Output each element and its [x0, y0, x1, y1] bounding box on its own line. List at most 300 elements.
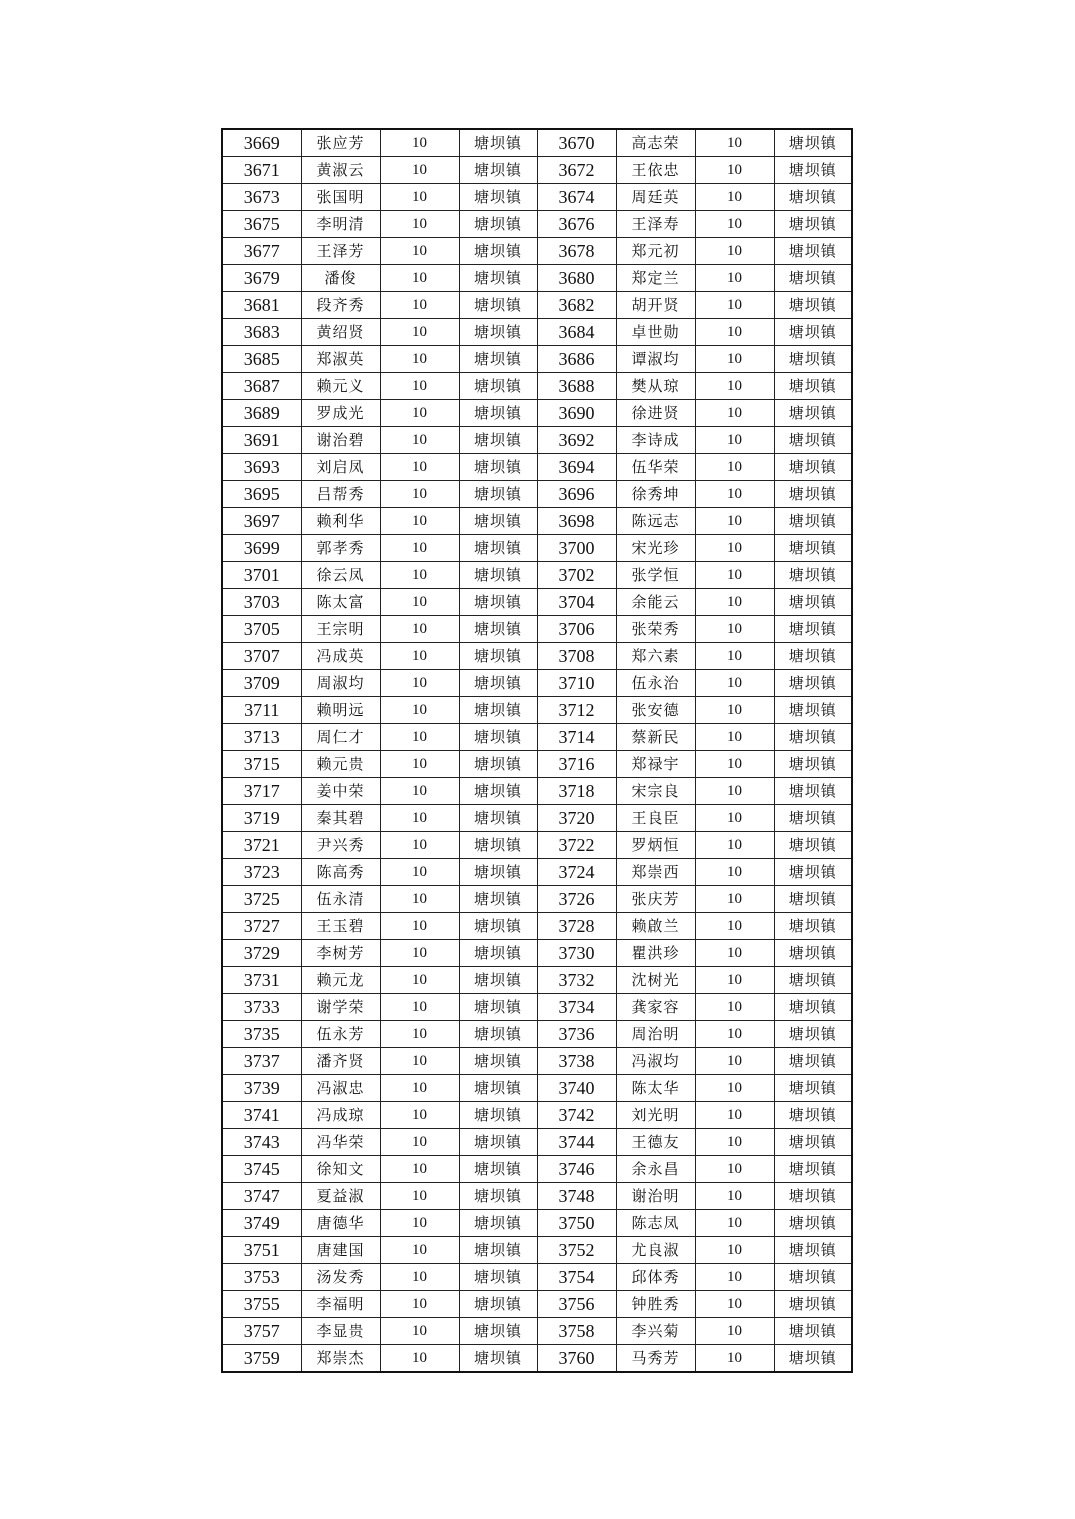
person-name-cell: 伍永芳: [301, 1021, 380, 1048]
quantity-cell: 10: [380, 1021, 459, 1048]
town-cell: 塘坝镇: [459, 481, 537, 508]
record-number-cell: 3686: [537, 346, 616, 373]
table-row: [222, 940, 852, 967]
record-number-cell: 3747: [222, 1183, 301, 1210]
person-name-cell: 王德友: [616, 1129, 695, 1156]
record-number-cell: 3749: [222, 1210, 301, 1237]
record-number-cell: 3714: [537, 724, 616, 751]
quantity-cell: 10: [380, 913, 459, 940]
record-number-cell: 3706: [537, 616, 616, 643]
town-cell: 塘坝镇: [459, 535, 537, 562]
person-name-cell: 周治明: [616, 1021, 695, 1048]
record-number-cell: 3748: [537, 1183, 616, 1210]
person-name-cell: 卓世勋: [616, 319, 695, 346]
town-cell: 塘坝镇: [774, 1156, 852, 1183]
person-name-cell: 王玉碧: [301, 913, 380, 940]
record-number-cell: 3750: [537, 1210, 616, 1237]
table-row: [222, 1075, 852, 1102]
person-name-cell: 谢学荣: [301, 994, 380, 1021]
town-cell: 塘坝镇: [774, 1264, 852, 1291]
quantity-cell: 10: [695, 832, 774, 859]
person-name-cell: 余永昌: [616, 1156, 695, 1183]
record-number-cell: 3676: [537, 211, 616, 238]
table-row: [222, 805, 852, 832]
table-row: [222, 724, 852, 751]
quantity-cell: 10: [695, 994, 774, 1021]
quantity-cell: 10: [380, 1102, 459, 1129]
quantity-cell: 10: [695, 1291, 774, 1318]
table-row: [222, 400, 852, 427]
record-number-cell: 3731: [222, 967, 301, 994]
town-cell: 塘坝镇: [774, 670, 852, 697]
quantity-cell: 10: [380, 373, 459, 400]
town-cell: 塘坝镇: [459, 1318, 537, 1345]
person-name-cell: 伍永治: [616, 670, 695, 697]
person-name-cell: 高志荣: [616, 129, 695, 157]
quantity-cell: 10: [380, 1318, 459, 1345]
record-number-cell: 3729: [222, 940, 301, 967]
town-cell: 塘坝镇: [459, 400, 537, 427]
person-name-cell: 宋宗良: [616, 778, 695, 805]
person-name-cell: 徐秀坤: [616, 481, 695, 508]
town-cell: 塘坝镇: [774, 697, 852, 724]
person-name-cell: 张学恒: [616, 562, 695, 589]
record-number-cell: 3703: [222, 589, 301, 616]
person-name-cell: 罗成光: [301, 400, 380, 427]
quantity-cell: 10: [695, 427, 774, 454]
person-name-cell: 黄淑云: [301, 157, 380, 184]
town-cell: 塘坝镇: [774, 751, 852, 778]
record-number-cell: 3745: [222, 1156, 301, 1183]
table-row: [222, 508, 852, 535]
person-name-cell: 张庆芳: [616, 886, 695, 913]
quantity-cell: 10: [695, 373, 774, 400]
person-name-cell: 李兴菊: [616, 1318, 695, 1345]
town-cell: 塘坝镇: [774, 211, 852, 238]
person-name-cell: 郑淑英: [301, 346, 380, 373]
table-row: [222, 427, 852, 454]
table-row: [222, 1021, 852, 1048]
quantity-cell: 10: [695, 1102, 774, 1129]
quantity-cell: 10: [695, 670, 774, 697]
record-number-cell: 3724: [537, 859, 616, 886]
quantity-cell: 10: [695, 400, 774, 427]
town-cell: 塘坝镇: [774, 724, 852, 751]
record-number-cell: 3735: [222, 1021, 301, 1048]
quantity-cell: 10: [380, 184, 459, 211]
table-row: [222, 238, 852, 265]
quantity-cell: 10: [695, 319, 774, 346]
town-cell: 塘坝镇: [774, 184, 852, 211]
record-number-cell: 3707: [222, 643, 301, 670]
table-row: [222, 1264, 852, 1291]
quantity-cell: 10: [695, 589, 774, 616]
town-cell: 塘坝镇: [774, 265, 852, 292]
town-cell: 塘坝镇: [774, 157, 852, 184]
record-number-cell: 3674: [537, 184, 616, 211]
quantity-cell: 10: [380, 129, 459, 157]
record-number-cell: 3671: [222, 157, 301, 184]
quantity-cell: 10: [380, 967, 459, 994]
quantity-cell: 10: [695, 535, 774, 562]
town-cell: 塘坝镇: [459, 373, 537, 400]
town-cell: 塘坝镇: [774, 1291, 852, 1318]
record-number-cell: 3760: [537, 1345, 616, 1373]
town-cell: 塘坝镇: [459, 157, 537, 184]
quantity-cell: 10: [380, 238, 459, 265]
person-name-cell: 唐德华: [301, 1210, 380, 1237]
record-number-cell: 3699: [222, 535, 301, 562]
record-number-cell: 3720: [537, 805, 616, 832]
record-number-cell: 3679: [222, 265, 301, 292]
person-name-cell: 罗炳恒: [616, 832, 695, 859]
town-cell: 塘坝镇: [459, 940, 537, 967]
quantity-cell: 10: [380, 697, 459, 724]
person-name-cell: 赖元贵: [301, 751, 380, 778]
person-name-cell: 王泽芳: [301, 238, 380, 265]
quantity-cell: 10: [695, 292, 774, 319]
town-cell: 塘坝镇: [459, 697, 537, 724]
person-name-cell: 郑禄宇: [616, 751, 695, 778]
town-cell: 塘坝镇: [459, 967, 537, 994]
person-name-cell: 赖啟兰: [616, 913, 695, 940]
quantity-cell: 10: [695, 1183, 774, 1210]
person-name-cell: 夏益淑: [301, 1183, 380, 1210]
person-name-cell: 龚家容: [616, 994, 695, 1021]
quantity-cell: 10: [695, 643, 774, 670]
table-row: [222, 1210, 852, 1237]
town-cell: 塘坝镇: [774, 1021, 852, 1048]
table-row: [222, 1345, 852, 1373]
record-number-cell: 3705: [222, 616, 301, 643]
quantity-cell: 10: [695, 238, 774, 265]
person-name-cell: 徐知文: [301, 1156, 380, 1183]
town-cell: 塘坝镇: [774, 616, 852, 643]
record-number-cell: 3732: [537, 967, 616, 994]
quantity-cell: 10: [695, 1048, 774, 1075]
person-name-cell: 郑崇西: [616, 859, 695, 886]
person-name-cell: 宋光珍: [616, 535, 695, 562]
person-name-cell: 张国明: [301, 184, 380, 211]
quantity-cell: 10: [380, 1156, 459, 1183]
person-name-cell: 李明清: [301, 211, 380, 238]
town-cell: 塘坝镇: [774, 832, 852, 859]
record-number-cell: 3716: [537, 751, 616, 778]
table-row: [222, 832, 852, 859]
table-row: [222, 292, 852, 319]
person-name-cell: 刘启凤: [301, 454, 380, 481]
table-row: [222, 670, 852, 697]
quantity-cell: 10: [380, 1183, 459, 1210]
record-number-cell: 3670: [537, 129, 616, 157]
record-number-cell: 3692: [537, 427, 616, 454]
town-cell: 塘坝镇: [459, 1345, 537, 1373]
record-number-cell: 3697: [222, 508, 301, 535]
town-cell: 塘坝镇: [774, 129, 852, 157]
person-name-cell: 汤发秀: [301, 1264, 380, 1291]
person-name-cell: 王宗明: [301, 616, 380, 643]
quantity-cell: 10: [380, 886, 459, 913]
town-cell: 塘坝镇: [774, 1129, 852, 1156]
quantity-cell: 10: [380, 265, 459, 292]
town-cell: 塘坝镇: [459, 319, 537, 346]
record-number-cell: 3741: [222, 1102, 301, 1129]
quantity-cell: 10: [695, 967, 774, 994]
town-cell: 塘坝镇: [774, 319, 852, 346]
table-row: [222, 1291, 852, 1318]
quantity-cell: 10: [695, 1021, 774, 1048]
roster-table-body: [222, 129, 852, 1372]
town-cell: 塘坝镇: [459, 292, 537, 319]
quantity-cell: 10: [380, 832, 459, 859]
record-number-cell: 3702: [537, 562, 616, 589]
table-row: [222, 778, 852, 805]
table-row: [222, 454, 852, 481]
record-number-cell: 3753: [222, 1264, 301, 1291]
record-number-cell: 3675: [222, 211, 301, 238]
person-name-cell: 陈太华: [616, 1075, 695, 1102]
town-cell: 塘坝镇: [774, 1183, 852, 1210]
quantity-cell: 10: [695, 157, 774, 184]
person-name-cell: 徐进贤: [616, 400, 695, 427]
quantity-cell: 10: [695, 1237, 774, 1264]
person-name-cell: 姜中荣: [301, 778, 380, 805]
table-row: [222, 129, 852, 157]
record-number-cell: 3673: [222, 184, 301, 211]
record-number-cell: 3690: [537, 400, 616, 427]
record-number-cell: 3751: [222, 1237, 301, 1264]
town-cell: 塘坝镇: [774, 913, 852, 940]
person-name-cell: 樊从琼: [616, 373, 695, 400]
person-name-cell: 赖利华: [301, 508, 380, 535]
quantity-cell: 10: [695, 697, 774, 724]
record-number-cell: 3736: [537, 1021, 616, 1048]
person-name-cell: 郭孝秀: [301, 535, 380, 562]
quantity-cell: 10: [380, 319, 459, 346]
town-cell: 塘坝镇: [459, 427, 537, 454]
town-cell: 塘坝镇: [459, 886, 537, 913]
quantity-cell: 10: [380, 589, 459, 616]
quantity-cell: 10: [695, 1156, 774, 1183]
quantity-cell: 10: [695, 1345, 774, 1373]
record-number-cell: 3742: [537, 1102, 616, 1129]
town-cell: 塘坝镇: [459, 211, 537, 238]
table-row: [222, 616, 852, 643]
roster-table: [221, 128, 853, 1373]
person-name-cell: 陈志凤: [616, 1210, 695, 1237]
record-number-cell: 3669: [222, 129, 301, 157]
town-cell: 塘坝镇: [774, 1318, 852, 1345]
town-cell: 塘坝镇: [774, 967, 852, 994]
table-row: [222, 346, 852, 373]
town-cell: 塘坝镇: [459, 184, 537, 211]
record-number-cell: 3733: [222, 994, 301, 1021]
record-number-cell: 3672: [537, 157, 616, 184]
person-name-cell: 冯成琼: [301, 1102, 380, 1129]
quantity-cell: 10: [695, 1075, 774, 1102]
quantity-cell: 10: [695, 616, 774, 643]
record-number-cell: 3725: [222, 886, 301, 913]
person-name-cell: 秦其碧: [301, 805, 380, 832]
person-name-cell: 沈树光: [616, 967, 695, 994]
person-name-cell: 郑六素: [616, 643, 695, 670]
table-row: [222, 859, 852, 886]
quantity-cell: 10: [695, 913, 774, 940]
town-cell: 塘坝镇: [774, 373, 852, 400]
quantity-cell: 10: [380, 940, 459, 967]
table-row: [222, 535, 852, 562]
quantity-cell: 10: [380, 616, 459, 643]
town-cell: 塘坝镇: [774, 643, 852, 670]
table-row: [222, 643, 852, 670]
record-number-cell: 3713: [222, 724, 301, 751]
quantity-cell: 10: [380, 1237, 459, 1264]
town-cell: 塘坝镇: [774, 589, 852, 616]
person-name-cell: 吕帮秀: [301, 481, 380, 508]
table-row: [222, 373, 852, 400]
record-number-cell: 3700: [537, 535, 616, 562]
record-number-cell: 3757: [222, 1318, 301, 1345]
person-name-cell: 伍永清: [301, 886, 380, 913]
town-cell: 塘坝镇: [774, 1102, 852, 1129]
person-name-cell: 王泽寿: [616, 211, 695, 238]
person-name-cell: 唐建国: [301, 1237, 380, 1264]
record-number-cell: 3710: [537, 670, 616, 697]
quantity-cell: 10: [695, 1129, 774, 1156]
table-row: [222, 1129, 852, 1156]
record-number-cell: 3744: [537, 1129, 616, 1156]
town-cell: 塘坝镇: [459, 1021, 537, 1048]
town-cell: 塘坝镇: [459, 1264, 537, 1291]
record-number-cell: 3738: [537, 1048, 616, 1075]
person-name-cell: 周淑均: [301, 670, 380, 697]
record-number-cell: 3698: [537, 508, 616, 535]
record-number-cell: 3728: [537, 913, 616, 940]
town-cell: 塘坝镇: [459, 346, 537, 373]
record-number-cell: 3687: [222, 373, 301, 400]
quantity-cell: 10: [695, 508, 774, 535]
town-cell: 塘坝镇: [459, 454, 537, 481]
record-number-cell: 3755: [222, 1291, 301, 1318]
town-cell: 塘坝镇: [774, 481, 852, 508]
table-row: [222, 1183, 852, 1210]
town-cell: 塘坝镇: [774, 292, 852, 319]
quantity-cell: 10: [380, 805, 459, 832]
table-row: [222, 319, 852, 346]
town-cell: 塘坝镇: [459, 616, 537, 643]
record-number-cell: 3701: [222, 562, 301, 589]
table-row: [222, 697, 852, 724]
person-name-cell: 冯淑均: [616, 1048, 695, 1075]
town-cell: 塘坝镇: [459, 859, 537, 886]
quantity-cell: 10: [380, 1264, 459, 1291]
record-number-cell: 3719: [222, 805, 301, 832]
quantity-cell: 10: [380, 724, 459, 751]
record-number-cell: 3734: [537, 994, 616, 1021]
quantity-cell: 10: [380, 211, 459, 238]
person-name-cell: 赖元龙: [301, 967, 380, 994]
quantity-cell: 10: [695, 481, 774, 508]
person-name-cell: 黄绍贤: [301, 319, 380, 346]
town-cell: 塘坝镇: [459, 913, 537, 940]
person-name-cell: 郑元初: [616, 238, 695, 265]
quantity-cell: 10: [695, 886, 774, 913]
person-name-cell: 徐云凤: [301, 562, 380, 589]
table-row: [222, 265, 852, 292]
record-number-cell: 3694: [537, 454, 616, 481]
quantity-cell: 10: [695, 751, 774, 778]
town-cell: 塘坝镇: [459, 238, 537, 265]
record-number-cell: 3696: [537, 481, 616, 508]
record-number-cell: 3691: [222, 427, 301, 454]
person-name-cell: 潘俊: [301, 265, 380, 292]
record-number-cell: 3737: [222, 1048, 301, 1075]
town-cell: 塘坝镇: [459, 508, 537, 535]
record-number-cell: 3727: [222, 913, 301, 940]
person-name-cell: 李诗成: [616, 427, 695, 454]
record-number-cell: 3740: [537, 1075, 616, 1102]
quantity-cell: 10: [380, 670, 459, 697]
record-number-cell: 3717: [222, 778, 301, 805]
record-number-cell: 3758: [537, 1318, 616, 1345]
quantity-cell: 10: [380, 1129, 459, 1156]
quantity-cell: 10: [695, 940, 774, 967]
record-number-cell: 3726: [537, 886, 616, 913]
person-name-cell: 段齐秀: [301, 292, 380, 319]
person-name-cell: 郑定兰: [616, 265, 695, 292]
record-number-cell: 3746: [537, 1156, 616, 1183]
town-cell: 塘坝镇: [774, 454, 852, 481]
quantity-cell: 10: [695, 724, 774, 751]
town-cell: 塘坝镇: [459, 562, 537, 589]
town-cell: 塘坝镇: [774, 805, 852, 832]
record-number-cell: 3685: [222, 346, 301, 373]
quantity-cell: 10: [380, 427, 459, 454]
quantity-cell: 10: [380, 454, 459, 481]
record-number-cell: 3678: [537, 238, 616, 265]
record-number-cell: 3718: [537, 778, 616, 805]
quantity-cell: 10: [380, 157, 459, 184]
record-number-cell: 3739: [222, 1075, 301, 1102]
record-number-cell: 3730: [537, 940, 616, 967]
quantity-cell: 10: [695, 265, 774, 292]
person-name-cell: 李树芳: [301, 940, 380, 967]
table-row: [222, 562, 852, 589]
person-name-cell: 赖明远: [301, 697, 380, 724]
person-name-cell: 蔡新民: [616, 724, 695, 751]
town-cell: 塘坝镇: [774, 562, 852, 589]
person-name-cell: 邱体秀: [616, 1264, 695, 1291]
quantity-cell: 10: [380, 1075, 459, 1102]
table-row: [222, 1048, 852, 1075]
quantity-cell: 10: [695, 129, 774, 157]
quantity-cell: 10: [380, 562, 459, 589]
town-cell: 塘坝镇: [774, 859, 852, 886]
record-number-cell: 3682: [537, 292, 616, 319]
person-name-cell: 李福明: [301, 1291, 380, 1318]
town-cell: 塘坝镇: [774, 1210, 852, 1237]
person-name-cell: 王良臣: [616, 805, 695, 832]
table-row: [222, 184, 852, 211]
person-name-cell: 潘齐贤: [301, 1048, 380, 1075]
person-name-cell: 周仁才: [301, 724, 380, 751]
quantity-cell: 10: [380, 1048, 459, 1075]
person-name-cell: 张安德: [616, 697, 695, 724]
record-number-cell: 3743: [222, 1129, 301, 1156]
record-number-cell: 3715: [222, 751, 301, 778]
person-name-cell: 王依忠: [616, 157, 695, 184]
town-cell: 塘坝镇: [459, 751, 537, 778]
